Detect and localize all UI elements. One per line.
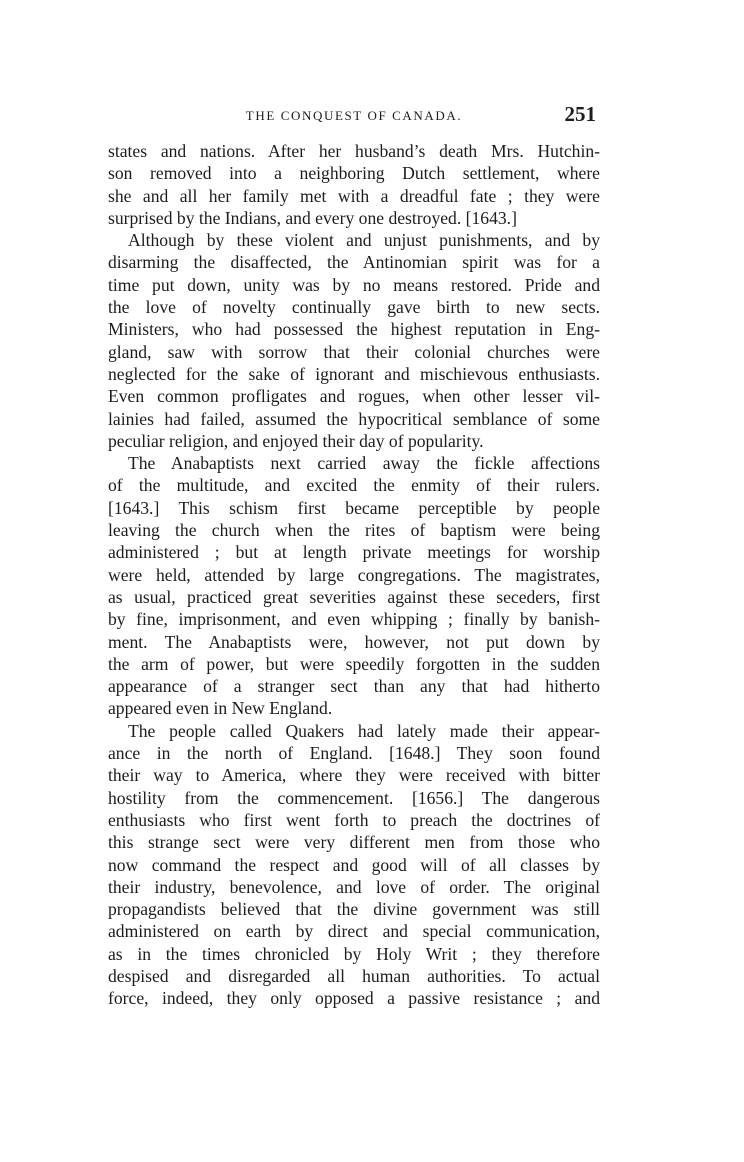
text-line: force, indeed, they only opposed a passive resistance ; and — [108, 988, 600, 1009]
text-line: were held, attended by large congregations. The magistrates, — [108, 564, 600, 585]
text-line: [1643.] This schism first became perceptible by people — [108, 497, 600, 518]
text-line: appearance of a stranger sect than any that had hitherto — [108, 676, 600, 697]
text-line: despised and disregarded all human authorities. To actual — [108, 965, 600, 986]
text-line: the love of novelty continually gave birth to new sects. — [108, 297, 600, 318]
text-line: peculiar religion, and enjoyed their day of popularity. — [108, 430, 484, 451]
text-line: time put down, unity was by no means restored. Pride and — [108, 274, 600, 295]
body-text — [108, 140, 600, 1010]
text-line: Ministers, who had possessed the highest reputation in Eng- — [108, 319, 600, 340]
page-number: 251 — [564, 102, 596, 126]
text-line: neglected for the sake of ignorant and mischievous enthusiasts. — [108, 363, 600, 384]
text-line: their way to America, where they were received with bitter — [108, 765, 600, 786]
text-line: by fine, imprisonment, and even whipping ; finally by banish- — [108, 609, 600, 630]
text-line: states and nations. After her husband’s death Mrs. Hutchin- — [108, 141, 600, 161]
text-line: as in the times chronicled by Holy Writ ; they therefore — [108, 943, 600, 964]
text-line: Although by these violent and unjust punishments, and by — [128, 230, 600, 251]
text-line: this strange sect were very different men from those who — [108, 832, 600, 853]
text-line: gland, saw with sorrow that their colonial churches were — [108, 341, 600, 362]
text-line: administered ; but at length private meetings for worship — [108, 542, 600, 563]
text-line: disarming the disaffected, the Antinomian spirit was for a — [108, 252, 600, 273]
text-line: hostility from the commencement. [1656.] The dangerous — [108, 787, 600, 808]
text-line: ance in the north of England. [1648.] They soon found — [108, 743, 600, 764]
text-line: The Anabaptists next carried away the fickle affections — [128, 453, 600, 474]
running-head — [108, 104, 600, 134]
text-line: surprised by the Indians, and every one destroyed. [1643.] — [108, 207, 517, 228]
text-line: she and all her family met with a dreadful fate ; they were — [108, 185, 600, 206]
text-line: of the multitude, and excited the enmity of their rulers. — [108, 475, 600, 496]
text-line: appeared even in New England. — [108, 698, 333, 719]
running-title: THE CONQUEST OF CANADA. — [245, 108, 463, 123]
text-line: son removed into a neighboring Dutch settlement, where — [108, 163, 600, 184]
text-line: Even common profligates and rogues, when other lesser vil- — [108, 386, 600, 407]
text-line: The people called Quakers had lately made their appear- — [128, 720, 600, 741]
text-line: lainies had failed, assumed the hypocritical semblance of some — [108, 408, 600, 429]
text-line: ment. The Anabaptists were, however, not put down by — [108, 631, 600, 652]
text-line: administered on earth by direct and special communication, — [108, 921, 600, 942]
text-line: the arm of power, but were speedily forgotten in the sudden — [108, 653, 600, 674]
text-line: as usual, practiced great severities against these seceders, first — [108, 586, 600, 607]
text-line: propagandists believed that the divine government was still — [108, 899, 600, 920]
text-line: their industry, benevolence, and love of order. The original — [108, 876, 600, 897]
text-line: enthusiasts who first went forth to preach the doctrines of — [108, 809, 600, 830]
text-line: now command the respect and good will of all classes by — [108, 854, 600, 875]
text-line: leaving the church when the rites of baptism were being — [108, 520, 600, 541]
